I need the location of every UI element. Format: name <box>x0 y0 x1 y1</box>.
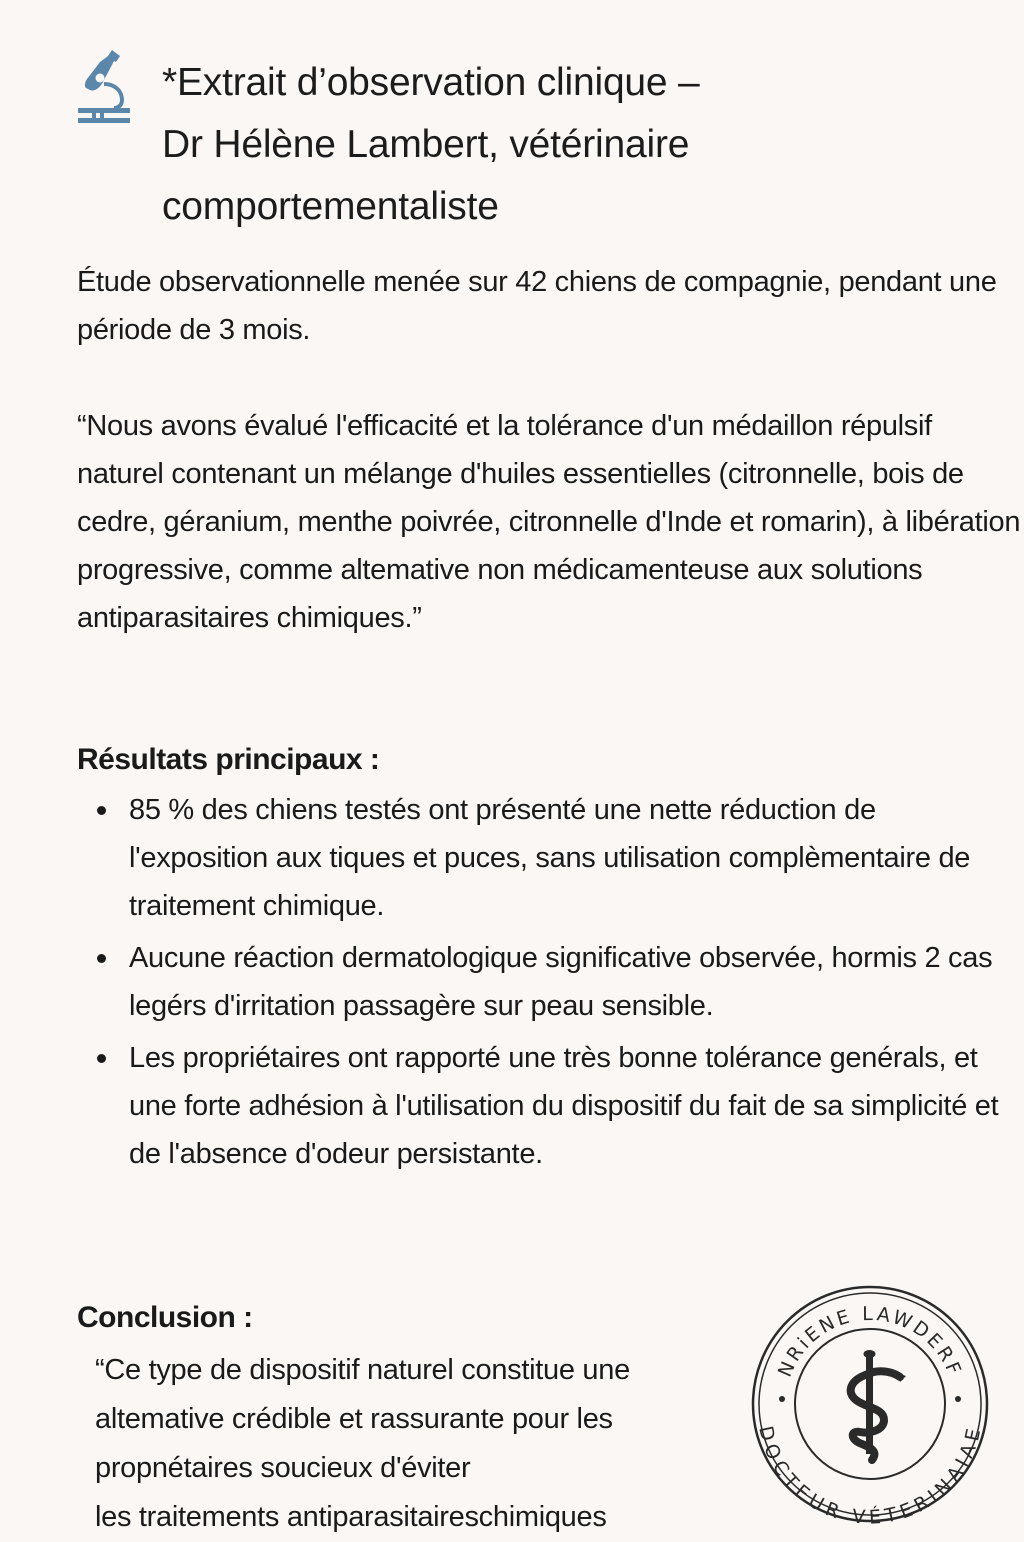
bullet-icon <box>97 1054 106 1063</box>
title-line-2: Dr Hélène Lambert, vétérinaire <box>162 123 690 166</box>
study-quote: “Nous avons évalué l'efficacité et la tolérance d'un médaillon répulsif naturel contenant un mélange d'huiles essentielles (citronnelle, bois de cedre, géranium, menthe poivrée, citronnelle d'Inde et romarin), à libération progressive, comme altemative non médicamenteuse aux solutions antiparasitaires chimiques.” <box>77 410 1021 634</box>
conclusion-line: les traitements antiparasitaireschimiques <box>95 1501 607 1533</box>
list-item <box>77 934 1017 1030</box>
results-list <box>77 786 1017 1182</box>
stamp-dot-left <box>779 1396 785 1402</box>
list-item-text: 85 % des chiens testés ont présenté une nette réduction de l'exposition aux tiques et puces, sans utilisation complèmentaire de traitement chimique. <box>129 794 971 922</box>
conclusion-quote <box>95 1346 755 1542</box>
stamp-top-text-path: NRiENE LAWDERF <box>773 1302 966 1381</box>
results-heading: Résultats principaux : <box>77 743 380 776</box>
bullet-icon <box>97 806 106 815</box>
conclusion-line: propnétaires soucieux d'éviter <box>95 1452 471 1484</box>
conclusion-line: “Ce type de dispositif naturel constitue une <box>95 1354 630 1386</box>
conclusion-line: altemative crédible et rassurante pour les <box>95 1403 613 1435</box>
veterinarian-stamp <box>750 1284 990 1524</box>
list-item <box>77 786 1017 930</box>
list-item-text: Aucune réaction dermatologique significative observée, hormis 2 cas legérs d'irritation passagère sur peau sensible. <box>129 942 993 1022</box>
page-title <box>162 52 962 238</box>
list-item <box>77 1034 1017 1178</box>
conclusion-heading: Conclusion : <box>77 1301 253 1334</box>
rod-of-asclepius-icon <box>851 1350 906 1460</box>
stamp-bottom-text-path: DOCTEUR VÉTERINAIAE <box>754 1423 986 1524</box>
title-line-3: comportementaliste <box>162 185 499 228</box>
bullet-icon <box>97 954 106 963</box>
study-intro: Étude observationnelle menée sur 42 chiens de compagnie, pendant une période de 3 mois. <box>77 266 997 346</box>
microscope-icon <box>76 48 132 124</box>
list-item-text: Les propriétaires ont rapporté une très bonne tolérance genérals, et une forte adhésion à l'utilisation du dispositif du fait de sa simplicité et de l'absence d'odeur persistante. <box>129 1042 999 1170</box>
title-line-1: *Extrait d’observation clinique – <box>162 61 700 104</box>
stamp-dot-right <box>955 1396 961 1402</box>
